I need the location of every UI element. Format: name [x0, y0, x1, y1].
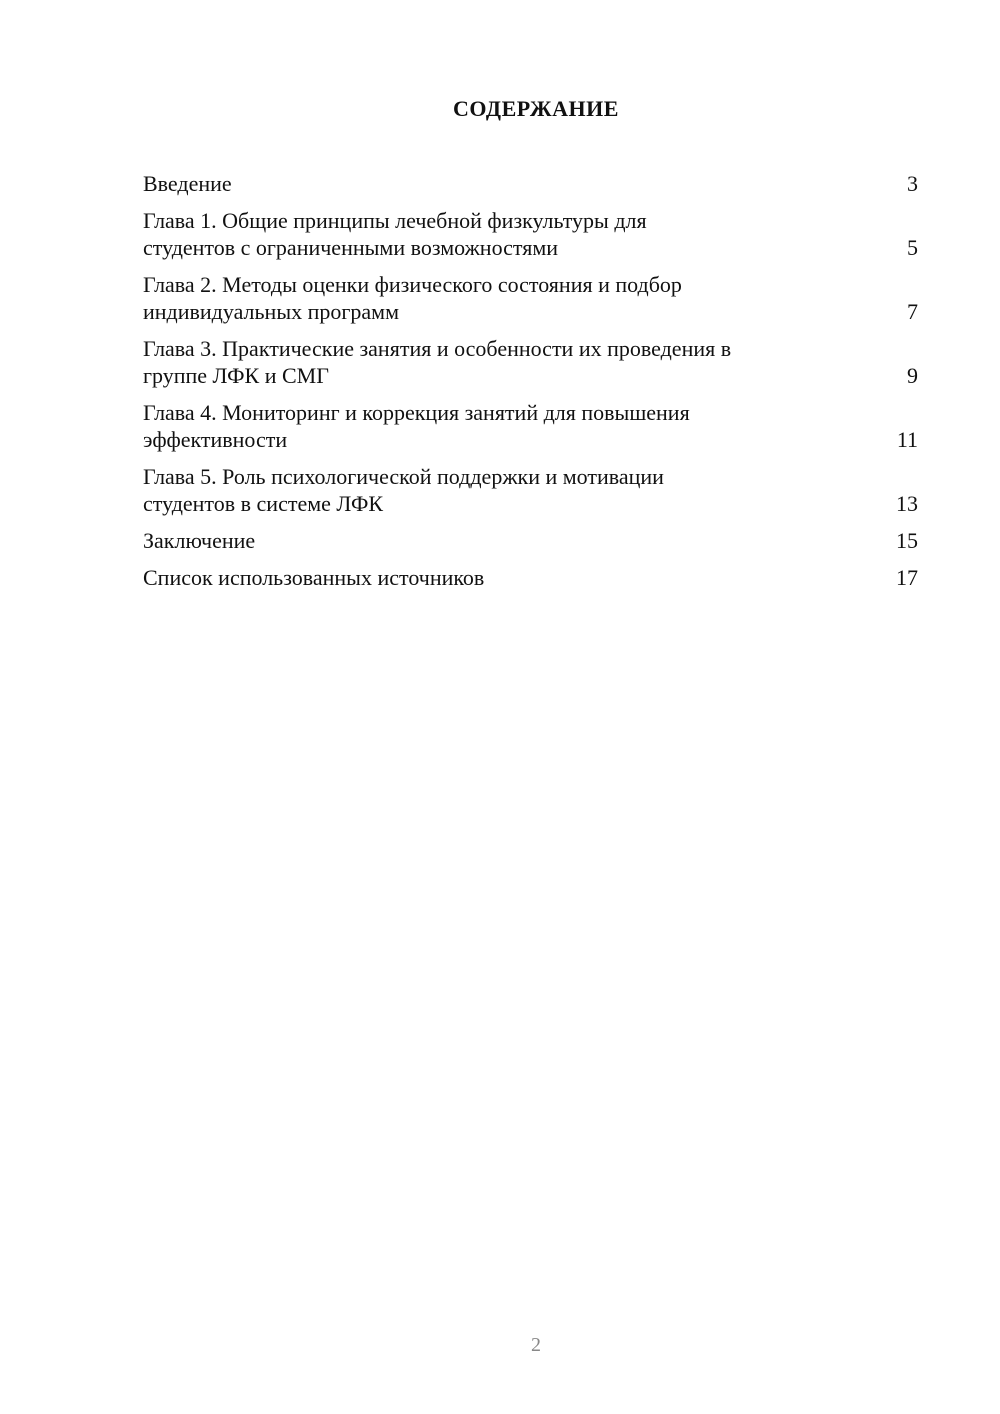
toc-entry-chapter-5: [143, 463, 918, 517]
toc-entry-line: Глава 4. Мониторинг и коррекция занятий для повышения: [143, 400, 690, 425]
toc-entry-line: Глава 1. Общие принципы лечебной физкультуры для: [143, 208, 647, 233]
table-of-contents: [143, 170, 918, 601]
toc-entry-text: [143, 207, 888, 261]
toc-entry-references: [143, 564, 918, 591]
toc-entry-line: студентов в системе ЛФК: [143, 491, 384, 516]
toc-entry-text: [143, 564, 888, 591]
toc-entry-page: 7: [907, 299, 918, 324]
toc-entry-page: 15: [896, 528, 918, 553]
toc-entry-text: [143, 170, 888, 197]
toc-entry-line: студентов с ограниченными возможностями: [143, 235, 559, 260]
toc-entry-chapter-4: [143, 399, 918, 453]
toc-entry-line: Глава 3. Практические занятия и особенности их проведения в: [143, 336, 732, 361]
toc-entry-text: [143, 271, 888, 325]
toc-entry-line: Глава 2. Методы оценки физического состояния и подбор: [143, 272, 682, 297]
toc-entry-page: 5: [907, 235, 918, 260]
toc-entry-page: 9: [907, 363, 918, 388]
toc-entry-text: [143, 527, 888, 554]
toc-entry-chapter-3: [143, 335, 918, 389]
toc-entry-line: Введение: [143, 171, 232, 196]
toc-title: СОДЕРЖАНИЕ: [453, 96, 619, 121]
toc-entry-line: Список использованных источников: [143, 565, 485, 590]
toc-entry-line: Глава 5. Роль психологической поддержки и мотивации: [143, 464, 664, 489]
toc-entry-text: [143, 335, 888, 389]
toc-entry-chapter-1: [143, 207, 918, 261]
toc-entry-chapter-2: [143, 271, 918, 325]
toc-entry-introduction: [143, 170, 918, 197]
page-number: 2: [531, 1334, 541, 1356]
toc-entry-line: группе ЛФК и СМГ: [143, 363, 329, 388]
toc-entry-line: эффективности: [143, 427, 288, 452]
toc-entry-page: 3: [907, 171, 918, 196]
toc-entry-text: [143, 463, 888, 517]
toc-entry-page: 17: [896, 565, 918, 590]
toc-entry-page: 13: [896, 491, 918, 516]
toc-entry-page: 11: [896, 427, 918, 452]
toc-entry-conclusion: [143, 527, 918, 554]
toc-entry-line: индивидуальных программ: [143, 299, 400, 324]
toc-entry-line: Заключение: [143, 528, 256, 553]
toc-entry-text: [143, 399, 888, 453]
